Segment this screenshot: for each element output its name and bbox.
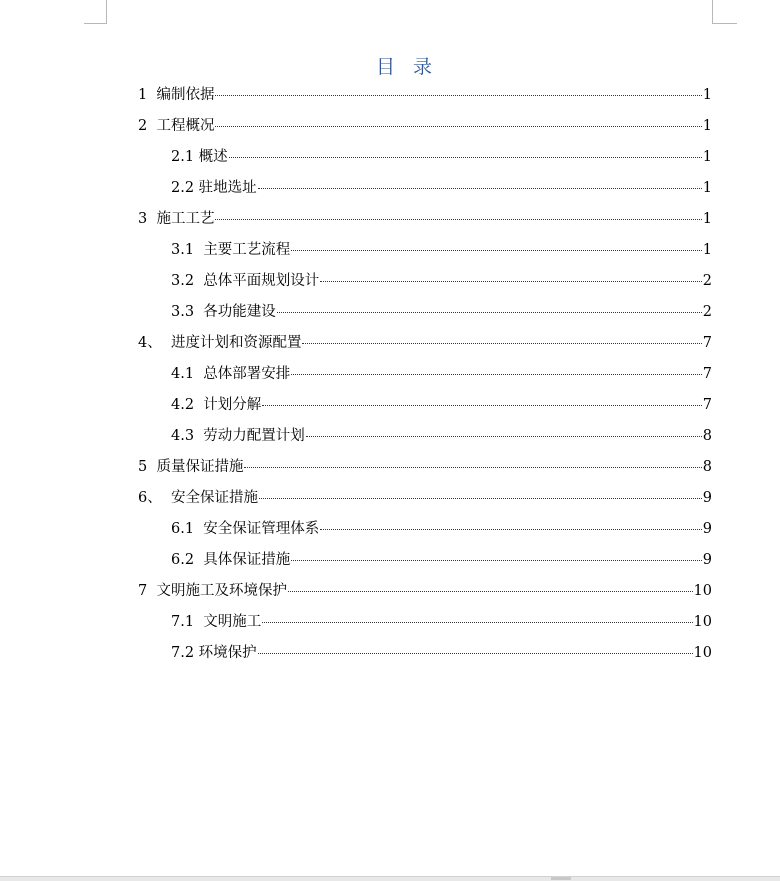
toc-entry[interactable] [138, 485, 712, 516]
toc-entry-page-number: 10 [693, 645, 712, 661]
toc-dot-leader [291, 374, 701, 375]
toc-entry[interactable] [138, 175, 712, 206]
toc-entry[interactable] [138, 547, 712, 578]
toc-entry-label: 3.3 各功能建设 [171, 304, 276, 320]
toc-entry-label: 2.1 概述 [171, 149, 228, 165]
toc-entry-page-number: 1 [702, 242, 712, 258]
crop-mark-top-right [712, 0, 737, 24]
toc-entry[interactable] [138, 454, 712, 485]
toc-dot-leader [306, 436, 702, 437]
toc-dot-leader [262, 405, 701, 406]
toc-entry-page-number: 9 [702, 521, 712, 537]
toc-entry-label: 4.3 劳动力配置计划 [171, 428, 305, 444]
toc-entry-page-number: 7 [702, 397, 712, 413]
toc-entry-page-number: 1 [702, 180, 712, 196]
toc-entry[interactable] [138, 237, 712, 268]
toc-dot-leader [262, 622, 692, 623]
toc-entry[interactable] [138, 144, 712, 175]
toc-entry-page-number: 1 [702, 149, 712, 165]
crop-mark-top-left [84, 0, 107, 24]
toc-entry-label: 2.2 驻地选址 [171, 180, 257, 196]
toc-entry-label: 7.1 文明施工 [171, 614, 262, 630]
toc-dot-leader [291, 250, 701, 251]
toc-dot-leader [229, 157, 702, 158]
toc-entry-label: 4.1 总体部署安排 [171, 366, 291, 382]
toc-entry-label: 7.2 环境保护 [171, 645, 257, 661]
toc-entry-page-number: 10 [693, 583, 712, 599]
toc-entry-page-number: 10 [693, 614, 712, 630]
toc-entry-page-number: 8 [702, 459, 712, 475]
toc-entry-page-number: 7 [702, 335, 712, 351]
toc-entry-label: 3 施工工艺 [138, 211, 215, 227]
toc-entry[interactable] [138, 206, 712, 237]
toc-dot-leader [258, 653, 693, 654]
toc-entry-page-number: 8 [702, 428, 712, 444]
toc-entry[interactable] [138, 113, 712, 144]
toc-entry-label: 5 质量保证措施 [138, 459, 244, 475]
toc-entry-page-number: 7 [702, 366, 712, 382]
toc-entry[interactable] [138, 423, 712, 454]
toc-entry-label: 6、 安全保证措施 [138, 490, 258, 506]
toc-entry[interactable] [138, 330, 712, 361]
toc-entry[interactable] [138, 268, 712, 299]
toc-entry[interactable] [138, 609, 712, 640]
toc-entry-page-number: 2 [702, 273, 712, 289]
table-of-contents [138, 82, 712, 671]
toc-title-part2: 录 [413, 56, 433, 78]
toc-dot-leader [302, 343, 701, 344]
toc-entry[interactable] [138, 392, 712, 423]
toc-entry-page-number: 1 [702, 211, 712, 227]
toc-dot-leader [277, 312, 702, 313]
toc-dot-leader [320, 281, 701, 282]
toc-entry[interactable] [138, 361, 712, 392]
toc-entry-page-number: 1 [702, 118, 712, 134]
toc-dot-leader [291, 560, 701, 561]
toc-dot-leader [215, 219, 701, 220]
toc-dot-leader [288, 591, 693, 592]
toc-dot-leader [258, 188, 702, 189]
toc-entry[interactable] [138, 578, 712, 609]
toc-entry[interactable] [138, 516, 712, 547]
toc-dot-leader [244, 467, 701, 468]
toc-title [0, 53, 780, 81]
toc-dot-leader [320, 529, 701, 530]
toc-entry[interactable] [138, 82, 712, 113]
page-bottom-edge [0, 876, 780, 881]
toc-entry-label: 3.2 总体平面规划设计 [171, 273, 320, 289]
toc-entry-label: 6.1 安全保证管理体系 [171, 521, 320, 537]
toc-dot-leader [215, 95, 701, 96]
scroll-indicator[interactable] [551, 877, 571, 880]
toc-entry-label: 3.1 主要工艺流程 [171, 242, 291, 258]
toc-entry[interactable] [138, 640, 712, 671]
toc-entry-page-number: 1 [702, 87, 712, 103]
toc-entry-label: 1 编制依据 [138, 87, 215, 103]
toc-entry-label: 6.2 具体保证措施 [171, 552, 291, 568]
toc-entry[interactable] [138, 299, 712, 330]
toc-entry-label: 2 工程概况 [138, 118, 215, 134]
toc-entry-label: 4.2 计划分解 [171, 397, 262, 413]
toc-entry-page-number: 9 [702, 490, 712, 506]
toc-title-part1: 目 [375, 56, 395, 78]
toc-entry-page-number: 9 [702, 552, 712, 568]
toc-entry-label: 4、 进度计划和资源配置 [138, 335, 302, 351]
toc-dot-leader [215, 126, 701, 127]
toc-entry-page-number: 2 [702, 304, 712, 320]
toc-entry-label: 7 文明施工及环境保护 [138, 583, 287, 599]
toc-dot-leader [259, 498, 702, 499]
